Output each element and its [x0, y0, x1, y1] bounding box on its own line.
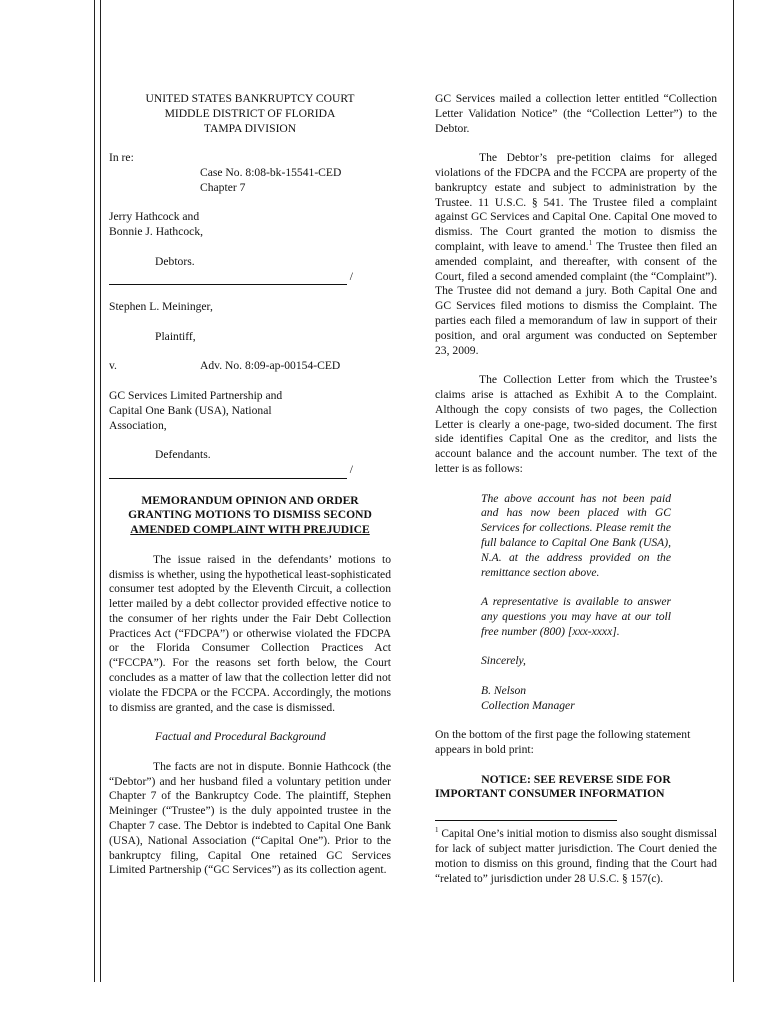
in-re-label: In re:	[109, 151, 134, 165]
versus: v.	[109, 359, 117, 373]
letter-signer-title: Collection Manager	[481, 698, 575, 712]
plaintiff-label: Plaintiff,	[155, 329, 196, 343]
memo-title: MEMORANDUM OPINION AND ORDER GRANTING MOTIONS TO DISMISS SECOND AMENDED COMPLAINT WITH PREJUDICE	[128, 493, 372, 537]
body-paragraph: The Collection Letter from which the Trustee’s claims arise is attached as Exhibit A to the Complaint. Although the copy consists of two pages, the Collection Letter is clearly a one-page, two-sided document. The first side identifies Capital One as the creditor, and lists the account balance and the account number. The text of the letter is as follows:	[435, 373, 717, 475]
body-paragraph: GC Services mailed a collection letter entitled “Collection Letter Validation Notice” (the “Collection Letter”) to the Debtor.	[435, 92, 717, 135]
margin-line	[100, 0, 101, 982]
body-paragraph: On the bottom of the first page the following statement appears in bold print:	[435, 728, 691, 757]
defendant-name: GC Services Limited Partnership and	[109, 388, 283, 402]
body-paragraph: The facts are not in dispute. Bonnie Hathcock (the “Debtor”) and her husband filed a voluntary petition under Chapter 7 of the Bankruptcy Code. The plaintiff, Stephen Meininger (“Trustee”) is the duly appointed trustee in the Chapter 7 case. The Debtor is indebted to Capital One Bank (USA), National Association (“Capital One”). Prior to the bankruptcy filing, Capital One retained GC Services Limited Partnership (“GC Services”) as its collection agent.	[109, 759, 391, 877]
defendant-name: Association,	[109, 418, 167, 432]
margin-line	[733, 0, 734, 982]
caption-rule: /	[109, 463, 347, 479]
debtors-label: Debtors.	[155, 254, 195, 268]
court-division: TAMPA DIVISION	[203, 121, 297, 135]
adversary-number: Adv. No. 8:09-ap-00154-CED	[200, 359, 341, 373]
plaintiff-name: Stephen L. Meininger,	[109, 300, 213, 314]
notice-text: NOTICE: SEE REVERSE SIDE FOR IMPORTANT CONSUMER INFORMATION	[435, 772, 671, 801]
court-district: MIDDLE DISTRICT OF FLORIDA	[164, 106, 336, 120]
footnote-number: 1	[435, 826, 439, 835]
margin-line	[94, 0, 95, 982]
footnote-marker: 1	[588, 239, 593, 248]
letter-signer: B. Nelson	[481, 683, 527, 697]
letter-quote: The above account has not been paid and has now been placed with GC Services for collections. Please remit the full balance to Capital One Bank (USA), N.A. at the address provided on the remittance section above.	[481, 491, 671, 579]
defendant-name: Capital One Bank (USA), National	[109, 403, 272, 417]
defendants-label: Defendants.	[155, 448, 211, 462]
adversary-line	[109, 359, 391, 374]
debtor-name: Bonnie J. Hathcock,	[109, 225, 204, 239]
debtor-name: Jerry Hathcock and	[109, 210, 200, 224]
case-caption	[109, 151, 391, 479]
section-heading: Factual and Procedural Background	[155, 730, 326, 744]
letter-quote: A representative is available to answer any questions you may have at our toll free number (800) [xxx-xxxx].	[481, 595, 671, 638]
right-column	[435, 92, 717, 887]
footnote: $^1$ Capital One’s initial motion to dismiss also sought dismissal for lack of subject matter jurisdiction. The Court denied the motion to dismiss on this ground, finding that the Court had “related to” jurisdiction under 28 U.S.C. § 157(c).	[435, 826, 717, 886]
body-paragraph: The issue raised in the defendants’ motions to dismiss is whether, using the hypothetical least-sophisticated consumer test adopted by the Eleventh Circuit, a collection letter mailed by a debt collector provided effective notice to the consumer of her rights under the Fair Debt Collection Practices Act (“FDCPA”) or otherwise violated the FDCPA or the Florida Consumer Collection Practices Act (“FCCPA”). For the reasons set forth below, the Court concludes as a matter of law that the collection letter did not violate the FDCPA or the FCCPA. Accordingly, the motions to dismiss are granted, and the case is dismissed.	[109, 552, 391, 714]
footnote-rule	[435, 820, 617, 821]
case-number: Case No. 8:08-bk-15541-CED	[200, 165, 342, 179]
court-header	[109, 92, 391, 136]
court-name: UNITED STATES BANKRUPTCY COURT	[145, 92, 355, 105]
left-column	[109, 92, 391, 878]
letter-closing: Sincerely,	[481, 654, 526, 668]
caption-rule: /	[109, 270, 347, 286]
body-paragraph: The Debtor’s pre-petition claims for alleged violations of the FDCPA and the FCCPA are property of the bankruptcy estate and subject to administration by the Trustee. 11 U.S.C. § 541. The Trustee filed a complaint against GC Services and Capital One. Capital One moved to dismiss. The Court granted the motion to dismiss the complaint, with leave to amend.$^1$ The Trustee then filed an amended complaint, and thereafter, with consent of the Court, filed a second amended complaint (the “Complaint”). The Trustee did not demand a jury. Both Capital One and GC Services filed motions to dismiss the Complaint. The parties each filed a memorandum of law in support of their position, and oral argument was conducted on September 23, 2009.	[435, 151, 717, 357]
chapter: Chapter 7	[200, 180, 246, 194]
